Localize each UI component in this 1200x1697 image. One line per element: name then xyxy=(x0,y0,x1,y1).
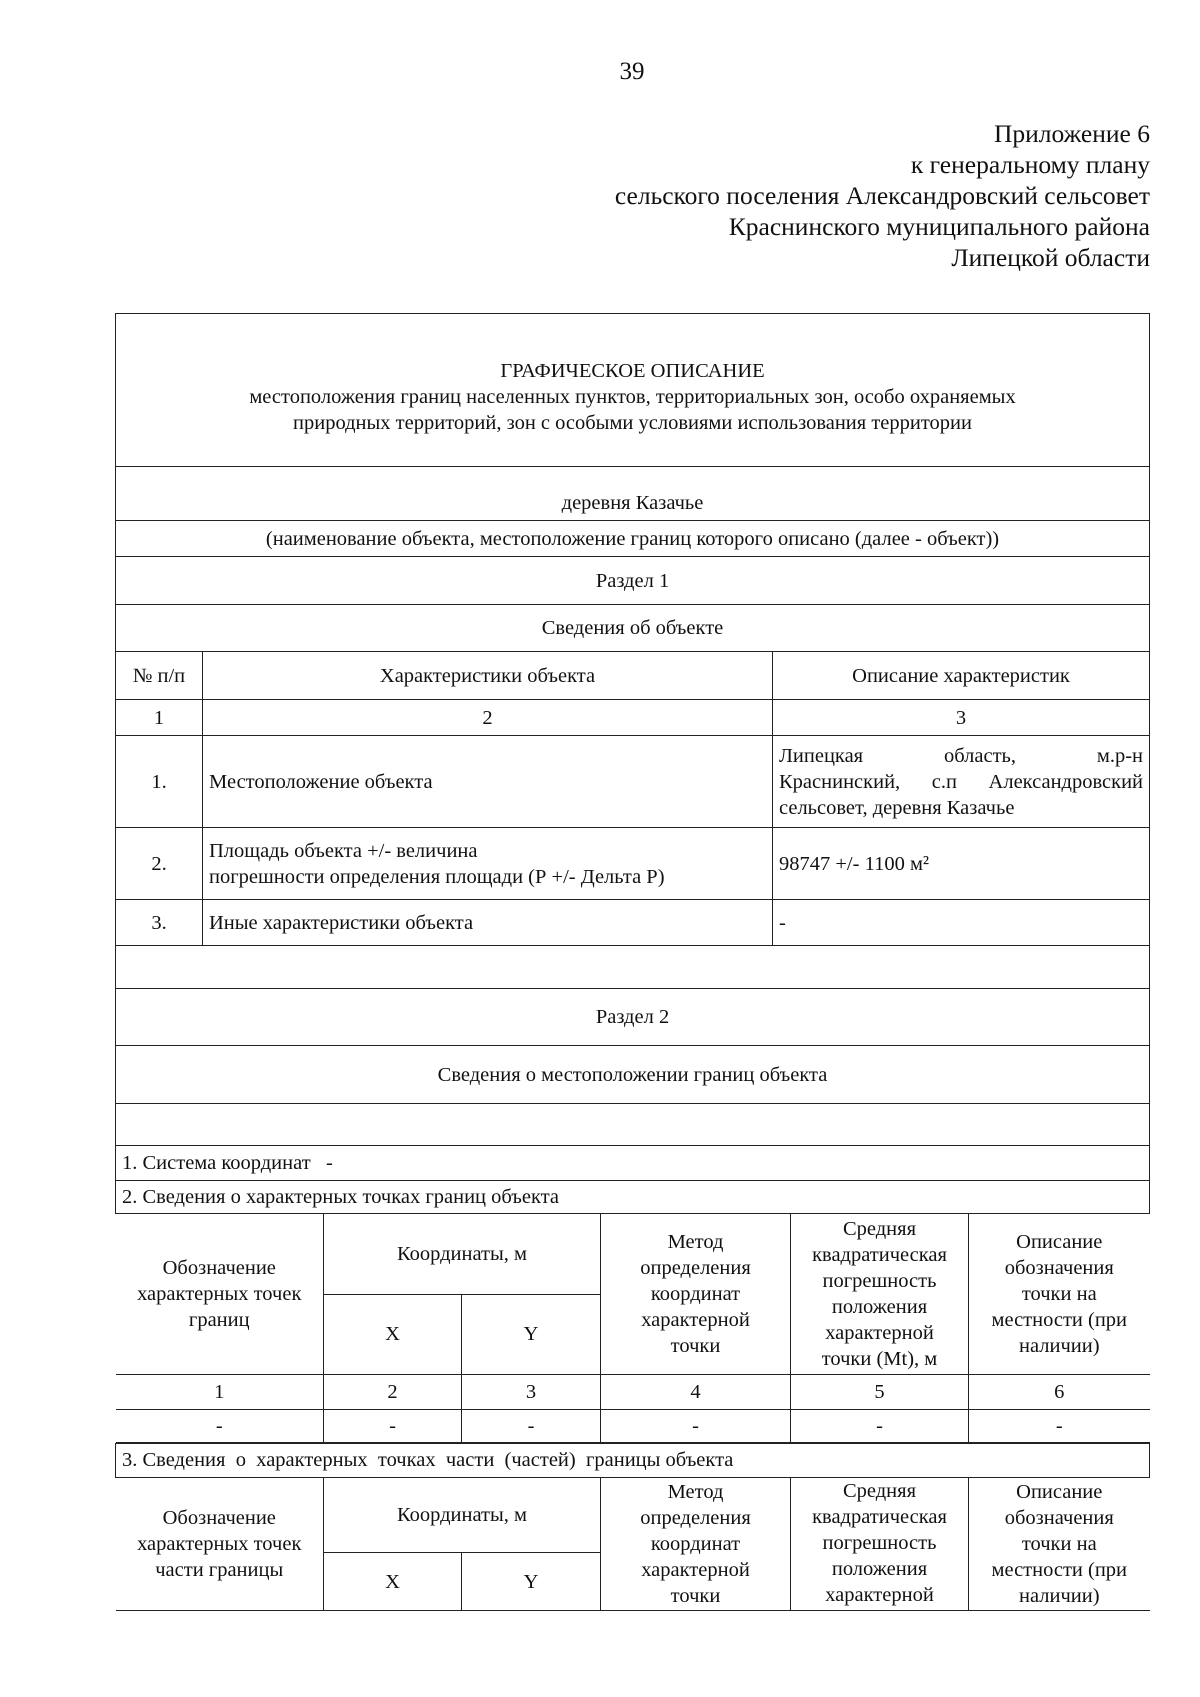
column-header-num: № п/п xyxy=(116,652,203,700)
column-number: 3 xyxy=(773,700,1150,736)
object-caption: (наименование объекта, местоположение границ которого описано (далее - объект)) xyxy=(116,521,1150,557)
column-number: 2 xyxy=(324,1374,462,1409)
column-header-description: Описание характеристик xyxy=(773,652,1150,700)
description-cell xyxy=(773,736,1150,828)
points-table-wrapper xyxy=(116,1214,1150,1444)
point-cell: - xyxy=(601,1409,791,1442)
appendix-line: Краснинского муниципального района xyxy=(728,212,1150,241)
header-description: Описание обозначения точки на местности (при наличии) xyxy=(969,1478,1150,1611)
point-cell: - xyxy=(116,1409,324,1442)
section1-title: Раздел 1 xyxy=(116,557,1150,605)
column-number: 6 xyxy=(969,1374,1150,1409)
description-cell: - xyxy=(773,900,1150,946)
point-cell: - xyxy=(324,1409,462,1442)
characteristic-line: Площадь объекта +/- величина xyxy=(209,839,478,862)
document-subtitle: местоположения границ населенных пунктов, территориальных зон, особо охраняемых xyxy=(249,386,1016,408)
description-line: Липецкая область, м.р-н xyxy=(779,744,1144,767)
table-row xyxy=(116,1409,1150,1442)
row-number: 3. xyxy=(116,900,203,946)
column-number: 1 xyxy=(116,1374,324,1409)
column-number: 4 xyxy=(601,1374,791,1409)
header-method: Метод определения координат характерной точки xyxy=(601,1478,791,1611)
characteristic-cell: Иные характеристики объекта xyxy=(203,900,773,946)
header-y: Y xyxy=(462,1553,601,1611)
document-header xyxy=(116,314,1150,467)
header-coordinates: Координаты, м xyxy=(324,1478,601,1553)
row-number: 1. xyxy=(116,736,203,828)
description-line: сельсовет, деревня Казачье xyxy=(779,796,1015,819)
section2-subtitle: Сведения о местоположении границ объекта xyxy=(116,1046,1150,1104)
object-name: деревня Казачье xyxy=(116,467,1150,521)
header-description: Описание обозначения точки на местности (при наличии) xyxy=(969,1214,1150,1374)
document-title: ГРАФИЧЕСКОЕ ОПИСАНИЕ xyxy=(500,360,765,382)
point-cell: - xyxy=(969,1409,1150,1442)
characteristic-line: погрешности определения площади (Р +/- Дельта Р) xyxy=(209,865,665,888)
column-number: 1 xyxy=(116,700,203,736)
header-x: X xyxy=(324,1553,462,1611)
header-designation: Обозначение характерных точек границ xyxy=(116,1214,324,1374)
header-coordinates: Координаты, м xyxy=(324,1214,601,1294)
section1-subtitle: Сведения об объекте xyxy=(116,605,1150,652)
table-row xyxy=(116,900,1150,946)
header-method: Метод определения координат характерной точки xyxy=(601,1214,791,1374)
point-cell: - xyxy=(791,1409,969,1442)
column-number: 2 xyxy=(203,700,773,736)
table-row xyxy=(116,828,1150,900)
empty-row xyxy=(116,1104,1150,1146)
appendix-heading xyxy=(450,118,1150,273)
appendix-line: Липецкой области xyxy=(951,243,1150,272)
point-cell: - xyxy=(462,1409,601,1442)
boundary-parts-table xyxy=(116,1478,1150,1612)
description-cell: 98747 +/- 1100 м² xyxy=(773,828,1150,900)
row-number: 2. xyxy=(116,828,203,900)
appendix-line: сельского поселения Александровский сельсовет xyxy=(614,181,1150,210)
column-number: 3 xyxy=(462,1374,601,1409)
document-subtitle: природных территорий, зон с особыми условиями использования территории xyxy=(293,412,972,434)
parts-table-wrapper xyxy=(116,1477,1150,1611)
header-designation: Обозначение характерных точек части границы xyxy=(116,1478,324,1611)
points-section-title: 2. Сведения о характерных точках границ объекта xyxy=(116,1181,1150,1214)
column-header-characteristic: Характеристики объекта xyxy=(203,652,773,700)
table-row xyxy=(116,736,1150,828)
appendix-line: Приложение 6 xyxy=(994,119,1150,148)
appendix-line: к генеральному плану xyxy=(910,150,1150,179)
header-error: Средняя квадратическая погрешность положения характерной xyxy=(791,1478,969,1611)
coordinate-system: 1. Система координат - xyxy=(116,1146,1150,1181)
description-line: Краснинский, с.п Александровский xyxy=(779,770,1144,793)
header-y: Y xyxy=(462,1294,601,1374)
section2-title: Раздел 2 xyxy=(116,989,1150,1046)
characteristic-cell xyxy=(203,828,773,900)
characteristic-cell: Местоположение объекта xyxy=(203,736,773,828)
column-number: 5 xyxy=(791,1374,969,1409)
header-x: X xyxy=(324,1294,462,1374)
graphic-description-table xyxy=(115,313,1150,1611)
empty-row xyxy=(116,946,1150,989)
header-error: Средняя квадратическая погрешность положения характерной точки (Mt), м xyxy=(791,1214,969,1374)
page-number: 39 xyxy=(619,58,645,85)
parts-section-title: 3. Сведения о характерных точках части (частей) границы объекта xyxy=(116,1443,1150,1477)
boundary-points-table xyxy=(116,1214,1150,1443)
